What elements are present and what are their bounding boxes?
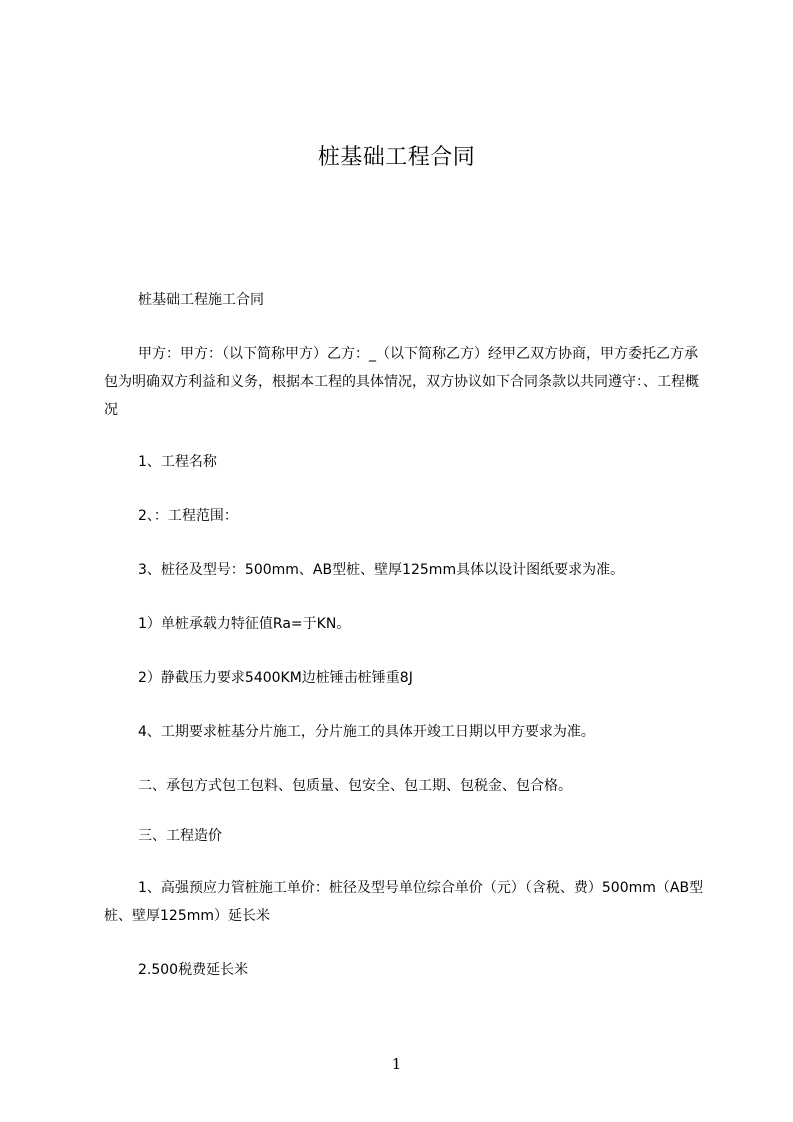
paragraph-bearing-capacity: 1）单桩承载力特征值Ra=于KN。: [138, 616, 351, 632]
paragraph-contract-mode: 二、承包方式包工包料、包质量、包安全、包工期、包税金、包合格。: [138, 778, 572, 794]
paragraph-project-name: 1、工程名称: [138, 454, 217, 470]
paragraph-static-pressure: 2）静截压力要求5400KM边桩锤击桩锤重8J: [138, 670, 413, 686]
paragraph-unit-price: 1、高强预应力管桩施工单价：桩径及型号单位综合单价（元）（含税、费）500mm（AB型桩、壁厚125mm）延长米: [104, 880, 704, 924]
paragraph-schedule: 4、工期要求桩基分片施工，分片施工的具体开竣工日期以甲方要求为准。: [138, 724, 595, 740]
paragraph-cost-heading: 三、工程造价: [138, 828, 222, 844]
paragraph-tax: 2.500税费延长米: [138, 962, 249, 978]
page-number: 1: [391, 1055, 402, 1073]
paragraph-contract-heading: 桩基础工程施工合同: [138, 292, 264, 308]
paragraph-pile-spec: 3、桩径及型号：500mm、AB型桩、壁厚125mm具体以设计图纸要求为准。: [138, 562, 625, 578]
document-title: 桩基础工程合同: [317, 145, 476, 170]
paragraph-parties: 甲方：甲方：（以下简称甲方）乙方：_（以下简称乙方）经甲乙双方协商，甲方委托乙方承包为明确双方利益和义务，根据本工程的具体情况，双方协议如下合同条款以共同遵守：、工程概况: [104, 346, 699, 418]
paragraph-project-scope: 2、：工程范围：: [138, 508, 238, 524]
